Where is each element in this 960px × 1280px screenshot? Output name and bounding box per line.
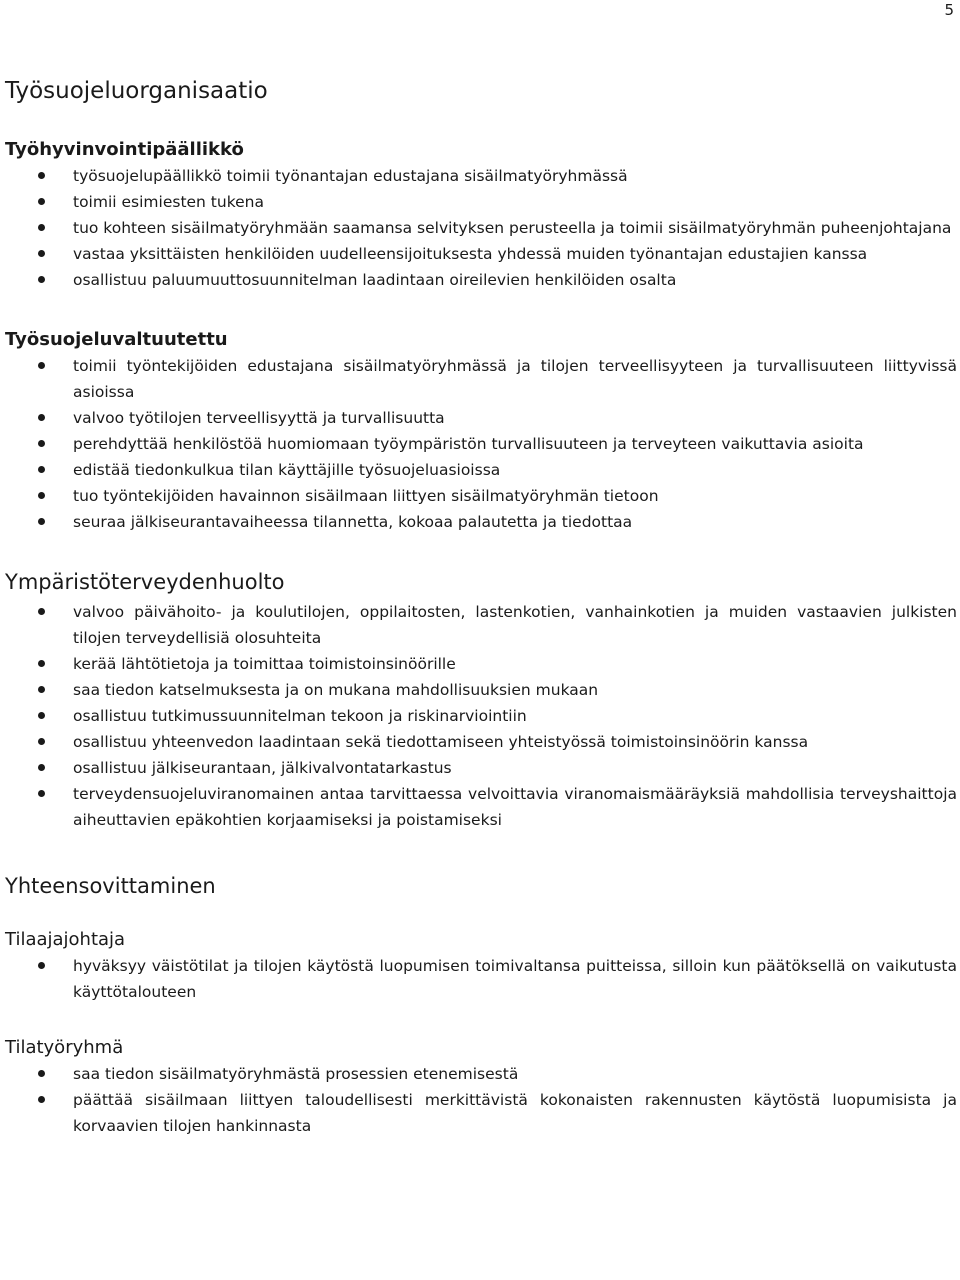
bullet-icon	[38, 518, 45, 525]
bullet-icon	[38, 492, 45, 499]
list-item	[5, 599, 957, 651]
list-item-text: perehdyttää henkilöstöä huomiomaan työympäristön turvallisuuteen ja terveyteen vaikuttavia asioita	[73, 435, 864, 453]
list-item-text: saa tiedon sisäilmatyöryhmästä prosessien etenemisestä	[73, 1065, 519, 1083]
list-item-text: osallistuu tutkimussuunnitelman tekoon ja riskinarviointiin	[73, 707, 527, 725]
list-item	[5, 677, 957, 703]
list-item	[5, 953, 957, 1005]
section-heading: Työhyvinvointipäällikkö	[5, 139, 244, 160]
list-item	[5, 457, 957, 483]
list-item	[5, 755, 957, 781]
bullet-icon	[38, 440, 45, 447]
list-item	[5, 189, 957, 215]
list-item-text: valvoo työtilojen terveellisyyttä ja turvallisuutta	[73, 409, 445, 427]
list-item-text: päättää sisäilmaan liittyen taloudellisesti merkittävistä kokonaisten rakennusten käytöstä luopumisista ja korvaavien tilojen hankinnasta	[73, 1091, 957, 1135]
list-item-text: vastaa yksittäisten henkilöiden uudelleensijoituksesta yhdessä muiden työnantajan edustajien kanssa	[73, 245, 868, 263]
list-item-text: toimii työntekijöiden edustajana sisäilmatyöryhmässä ja tilojen terveellisyyteen ja turvallisuuteen liittyvissä asioissa	[73, 357, 957, 401]
bullet-icon	[38, 660, 45, 667]
list-item	[5, 729, 957, 755]
bullet-icon	[38, 608, 45, 615]
list-item	[5, 651, 957, 677]
list-item	[5, 163, 957, 189]
bullet-icon	[38, 414, 45, 421]
bullet-list	[5, 953, 957, 1005]
list-item-text: seuraa jälkiseurantavaiheessa tilannetta, kokoaa palautetta ja tiedottaa	[73, 513, 633, 531]
bullet-icon	[38, 172, 45, 179]
list-item-text: toimii esimiesten tukena	[73, 193, 264, 211]
bullet-icon	[38, 712, 45, 719]
list-item-text: kerää lähtötietoja ja toimittaa toimistoinsinöörille	[73, 655, 456, 673]
bullet-icon	[38, 224, 45, 231]
list-item-text: osallistuu yhteenvedon laadintaan sekä tiedottamiseen yhteistyössä toimistoinsinöörin kanssa	[73, 733, 809, 751]
bullet-icon	[38, 764, 45, 771]
section-tilatyoryhma	[5, 1035, 957, 1139]
section-heading: Ympäristöterveydenhuolto	[5, 570, 285, 594]
list-item	[5, 1087, 957, 1139]
bullet-list	[5, 163, 957, 293]
bullet-icon	[38, 738, 45, 745]
list-item	[5, 353, 957, 405]
list-item	[5, 1061, 957, 1087]
bullet-icon	[38, 250, 45, 257]
list-item	[5, 509, 957, 535]
list-item-text: työsuojelupäällikkö toimii työnantajan edustajana sisäilmatyöryhmässä	[73, 167, 628, 185]
section-tilaajajohtaja	[5, 927, 957, 1005]
section-yhteensovittaminen	[5, 869, 957, 903]
list-item	[5, 215, 957, 241]
bullet-icon	[38, 276, 45, 283]
list-item	[5, 781, 957, 833]
bullet-icon	[38, 686, 45, 693]
page-title: Työsuojeluorganisaatio	[5, 78, 268, 104]
list-item-text: terveydensuojeluviranomainen antaa tarvittaessa velvoittavia viranomaismääräyksiä mahdollisia terveyshaittoja aiheuttavien epäkohtien korjaamiseksi ja poistamiseksi	[73, 785, 957, 829]
list-item	[5, 241, 957, 267]
bullet-list	[5, 353, 957, 535]
list-item-text: osallistuu paluumuuttosuunnitelman laadintaan oireilevien henkilöiden osalta	[73, 271, 677, 289]
list-item-text: valvoo päivähoito- ja koulutilojen, oppilaitosten, lastenkotien, vanhainkotien ja muiden vastaavien julkisten tilojen terveydellisiä olosuhteita	[73, 603, 957, 647]
list-item	[5, 431, 957, 457]
bullet-icon	[38, 1070, 45, 1077]
list-item-text: hyväksyy väistötilat ja tilojen käytöstä luopumisen toimivaltansa puitteissa, silloin kun päätöksellä on vaikutusta käyttötalouteen	[73, 957, 957, 1001]
bullet-icon	[38, 1096, 45, 1103]
list-item-text: tuo kohteen sisäilmatyöryhmään saamansa selvityksen perusteella ja toimii sisäilmatyöryhmän puheenjohtajana	[73, 219, 952, 237]
bullet-list	[5, 1061, 957, 1139]
section-tyosuojeluvaltuutettu	[5, 327, 957, 535]
list-item	[5, 703, 957, 729]
bullet-icon	[38, 466, 45, 473]
bullet-icon	[38, 962, 45, 969]
list-item-text: tuo työntekijöiden havainnon sisäilmaan liittyen sisäilmatyöryhmän tietoon	[73, 487, 659, 505]
section-ymparistoterveydenhuolto	[5, 565, 957, 833]
section-heading: Tilatyöryhmä	[5, 1037, 124, 1058]
bullet-icon	[38, 198, 45, 205]
page-number: 5	[944, 1, 954, 19]
list-item-text: edistää tiedonkulkua tilan käyttäjille työsuojeluasioissa	[73, 461, 501, 479]
bullet-icon	[38, 790, 45, 797]
bullet-list	[5, 599, 957, 833]
list-item-text: osallistuu jälkiseurantaan, jälkivalvontatarkastus	[73, 759, 452, 777]
list-item	[5, 267, 957, 293]
section-heading: Tilaajajohtaja	[5, 929, 126, 950]
section-heading: Yhteensovittaminen	[5, 874, 216, 898]
section-tyohyvinvointipaallikko	[5, 137, 957, 293]
list-item	[5, 483, 957, 509]
document-body	[5, 74, 957, 1139]
list-item-text: saa tiedon katselmuksesta ja on mukana mahdollisuuksien mukaan	[73, 681, 599, 699]
section-heading: Työsuojeluvaltuutettu	[5, 329, 228, 350]
bullet-icon	[38, 362, 45, 369]
list-item	[5, 405, 957, 431]
